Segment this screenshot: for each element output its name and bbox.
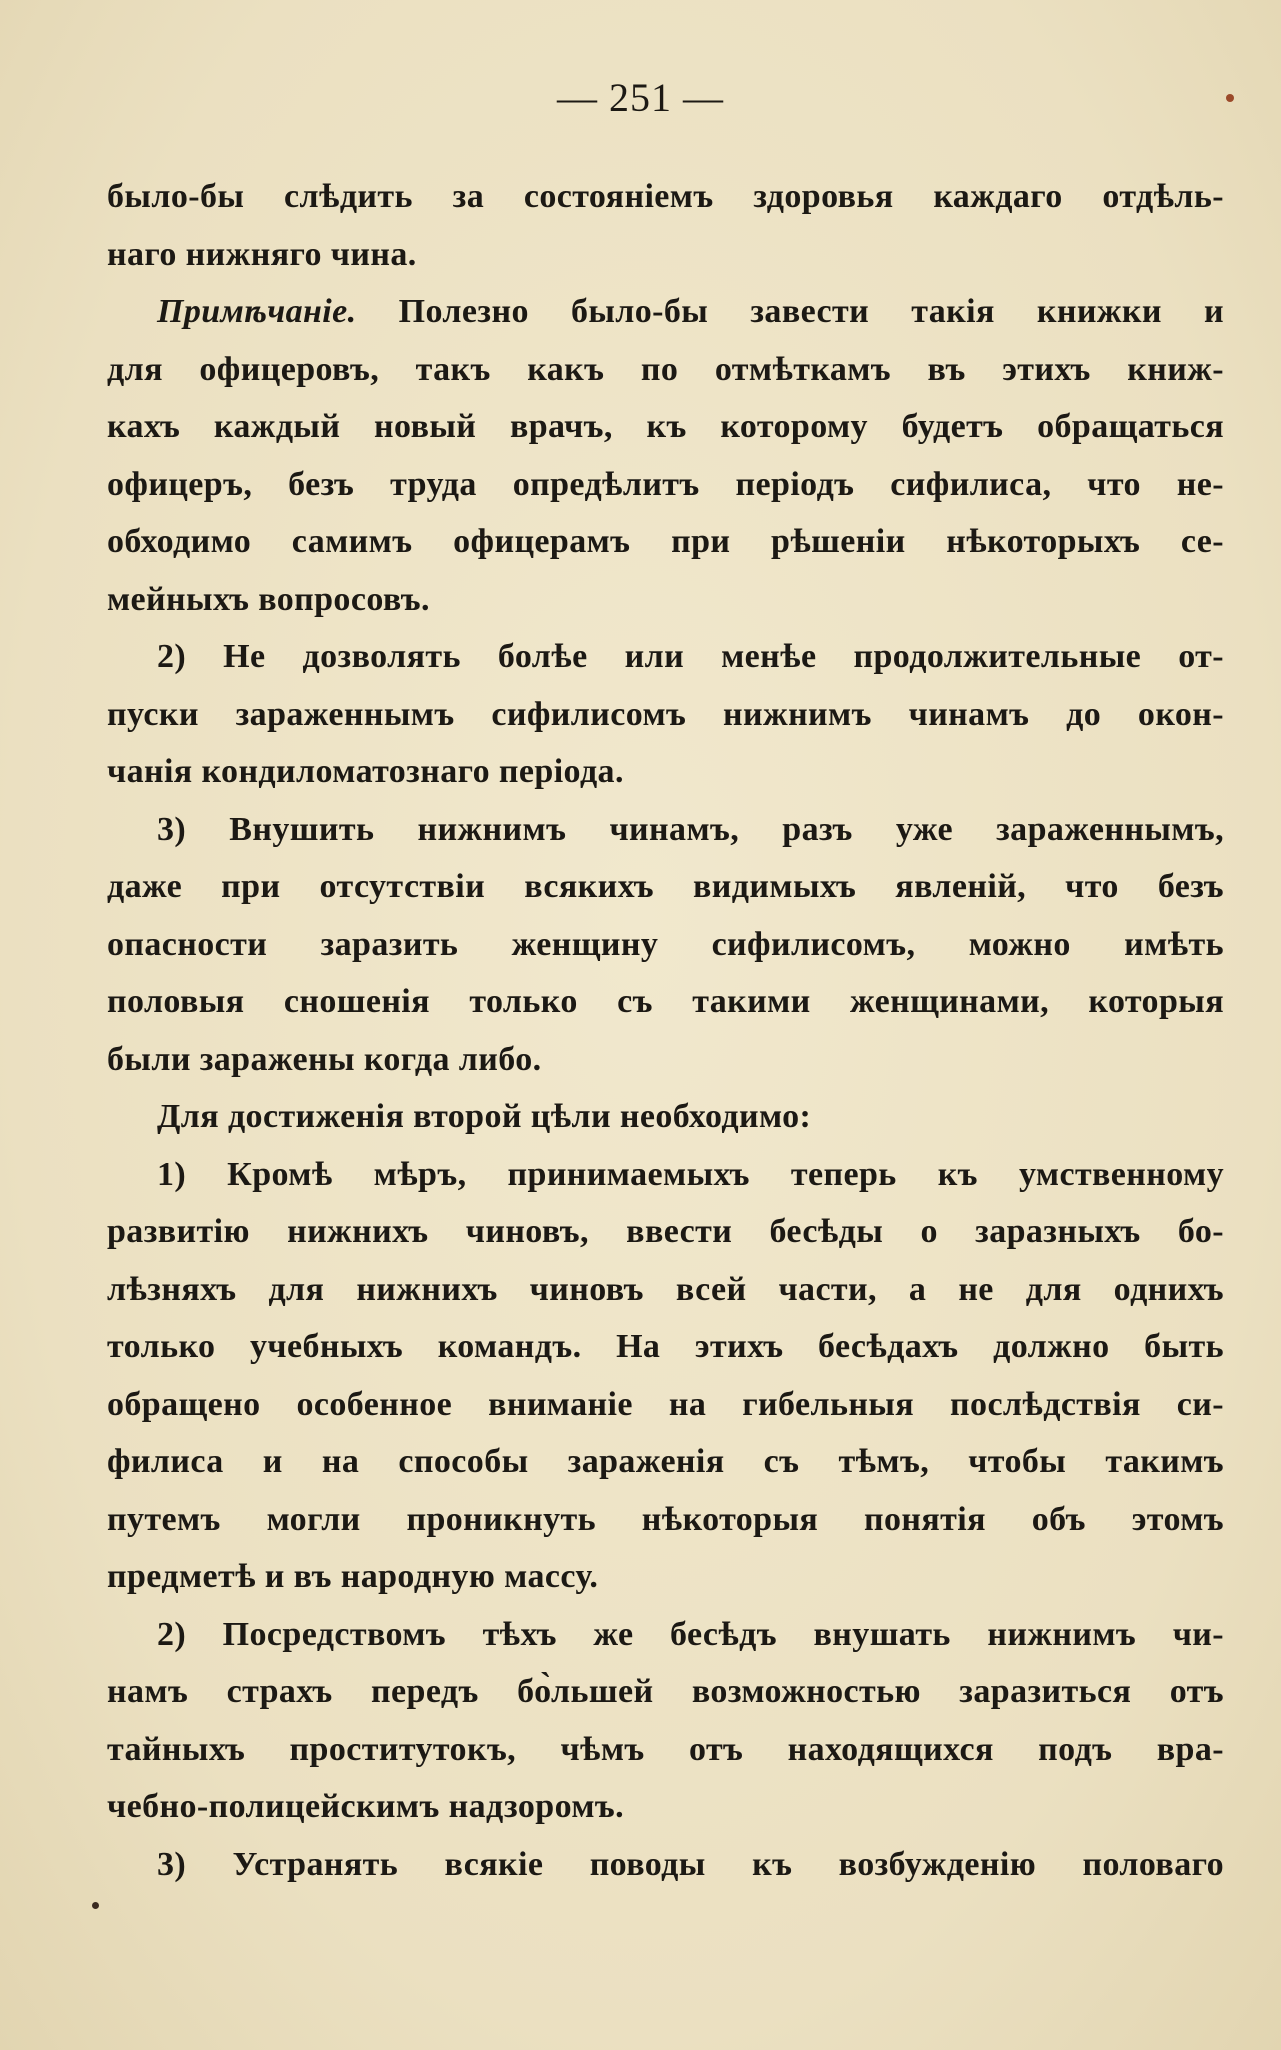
text-line: намъ страхъ передъ бо̀льшей возможностью заразиться отъ xyxy=(107,1673,1224,1710)
text-line: обходимо самимъ офицерамъ при рѣшеніи нѣкоторыхъ се- xyxy=(107,523,1224,560)
text-line: чебно-полицейскимъ надзоромъ. xyxy=(107,1788,625,1825)
note-line xyxy=(107,283,1224,341)
text-line: для офицеровъ, такъ какъ по отмѣткамъ въ этихъ книж- xyxy=(107,350,1224,388)
text-line: половыя сношенія только съ такими женщинами, которыя xyxy=(107,983,1224,1020)
text-line: 3) Устранять всякіе поводы къ возбужденію половаго xyxy=(157,1845,1224,1883)
text-line: предметѣ и въ народную массу. xyxy=(107,1558,599,1595)
paper-speck xyxy=(1226,94,1234,102)
text-line: Для достиженія второй цѣли необходимо: xyxy=(157,1098,812,1135)
text-line: 2) Не дозволять болѣе или менѣе продолжительные от- xyxy=(157,638,1224,675)
text-line: было-бы слѣдить за состояніемъ здоровья каждаго отдѣль- xyxy=(107,178,1224,215)
text-line: обращено особенное вниманіе на гибельныя послѣдствія си- xyxy=(107,1385,1224,1423)
text-line: тайныхъ проститутокъ, чѣмъ отъ находящихся подъ вра- xyxy=(107,1730,1224,1768)
text-line: 2) Посредствомъ тѣхъ же бесѣдъ внушать нижнимъ чи- xyxy=(157,1615,1224,1653)
text-line: 3) Внушить нижнимъ чинамъ, разъ уже зараженнымъ, xyxy=(157,810,1224,848)
paper-speck xyxy=(92,1902,99,1909)
body-text xyxy=(107,168,1224,1893)
page-number: — 251 — xyxy=(557,75,724,120)
text-line: только учебныхъ командъ. На этихъ бесѣдахъ должно быть xyxy=(107,1328,1224,1365)
text-line: филиса и на способы зараженія съ тѣмъ, чтобы такимъ xyxy=(107,1443,1224,1480)
text-line: лѣзняхъ для нижнихъ чиновъ всей части, а не для однихъ xyxy=(107,1270,1224,1308)
text-line: кахъ каждый новый врачъ, къ которому будетъ обращаться xyxy=(107,408,1224,445)
text-line: были заражены когда либо. xyxy=(107,1040,542,1078)
text-line: офицеръ, безъ труда опредѣлитъ періодъ сифилиса, что не- xyxy=(107,465,1224,503)
text-line: путемъ могли проникнуть нѣкоторыя понятія объ этомъ xyxy=(107,1500,1224,1538)
text-line: наго нижняго чина. xyxy=(107,235,417,273)
text-line: развитію нижнихъ чиновъ, ввести бесѣды о заразныхъ бо- xyxy=(107,1213,1224,1250)
note-text: Полезно было-бы завести такія книжки и xyxy=(356,293,1224,330)
text-line: чанія кондиломатознаго періода. xyxy=(107,753,624,790)
text-line: даже при отсутствіи всякихъ видимыхъ явленій, что безъ xyxy=(107,868,1224,905)
text-line: 1) Кромѣ мѣръ, принимаемыхъ теперь къ умственному xyxy=(157,1155,1224,1193)
text-line: пуски зараженнымъ сифилисомъ нижнимъ чинамъ до окон- xyxy=(107,695,1224,733)
note-label: Примѣчаніе. xyxy=(157,293,357,330)
text-line: опасности заразить женщину сифилисомъ, можно имѣть xyxy=(107,925,1224,963)
text-line: мейныхъ вопросовъ. xyxy=(107,580,430,618)
